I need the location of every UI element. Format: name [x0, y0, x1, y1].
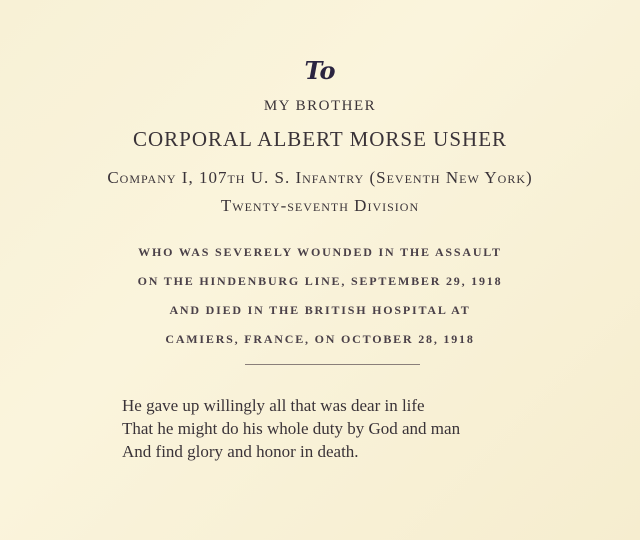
- recipient-relation: MY BROTHER: [263, 98, 377, 114]
- description-line: WHO WAS SEVERELY WOUNDED IN THE ASSAULT: [138, 245, 502, 259]
- heading-text: To: [304, 56, 336, 85]
- verse-line: That he might do his whole duty by God and man: [122, 419, 461, 438]
- verse-line: He gave up willingly all that was dear in life: [122, 396, 425, 415]
- verse-block: [122, 394, 460, 463]
- division-line: Twenty-seventh Division: [220, 196, 420, 215]
- description-block: [0, 238, 640, 354]
- dedication-heading: [0, 56, 640, 85]
- recipient-name: CORPORAL ALBERT MORSE USHER: [132, 127, 508, 151]
- company-line: Company I, 107th U. S. Infantry (Seventh New York): [107, 168, 533, 187]
- description-line: CAMIERS, FRANCE, ON OCTOBER 28, 1918: [165, 332, 475, 346]
- verse-line: And find glory and honor in death.: [122, 442, 359, 461]
- description-line: AND DIED IN THE BRITISH HOSPITAL AT: [169, 303, 471, 317]
- divider: [245, 364, 420, 365]
- description-line: ON THE HINDENBURG LINE, SEPTEMBER 29, 1918: [137, 274, 503, 288]
